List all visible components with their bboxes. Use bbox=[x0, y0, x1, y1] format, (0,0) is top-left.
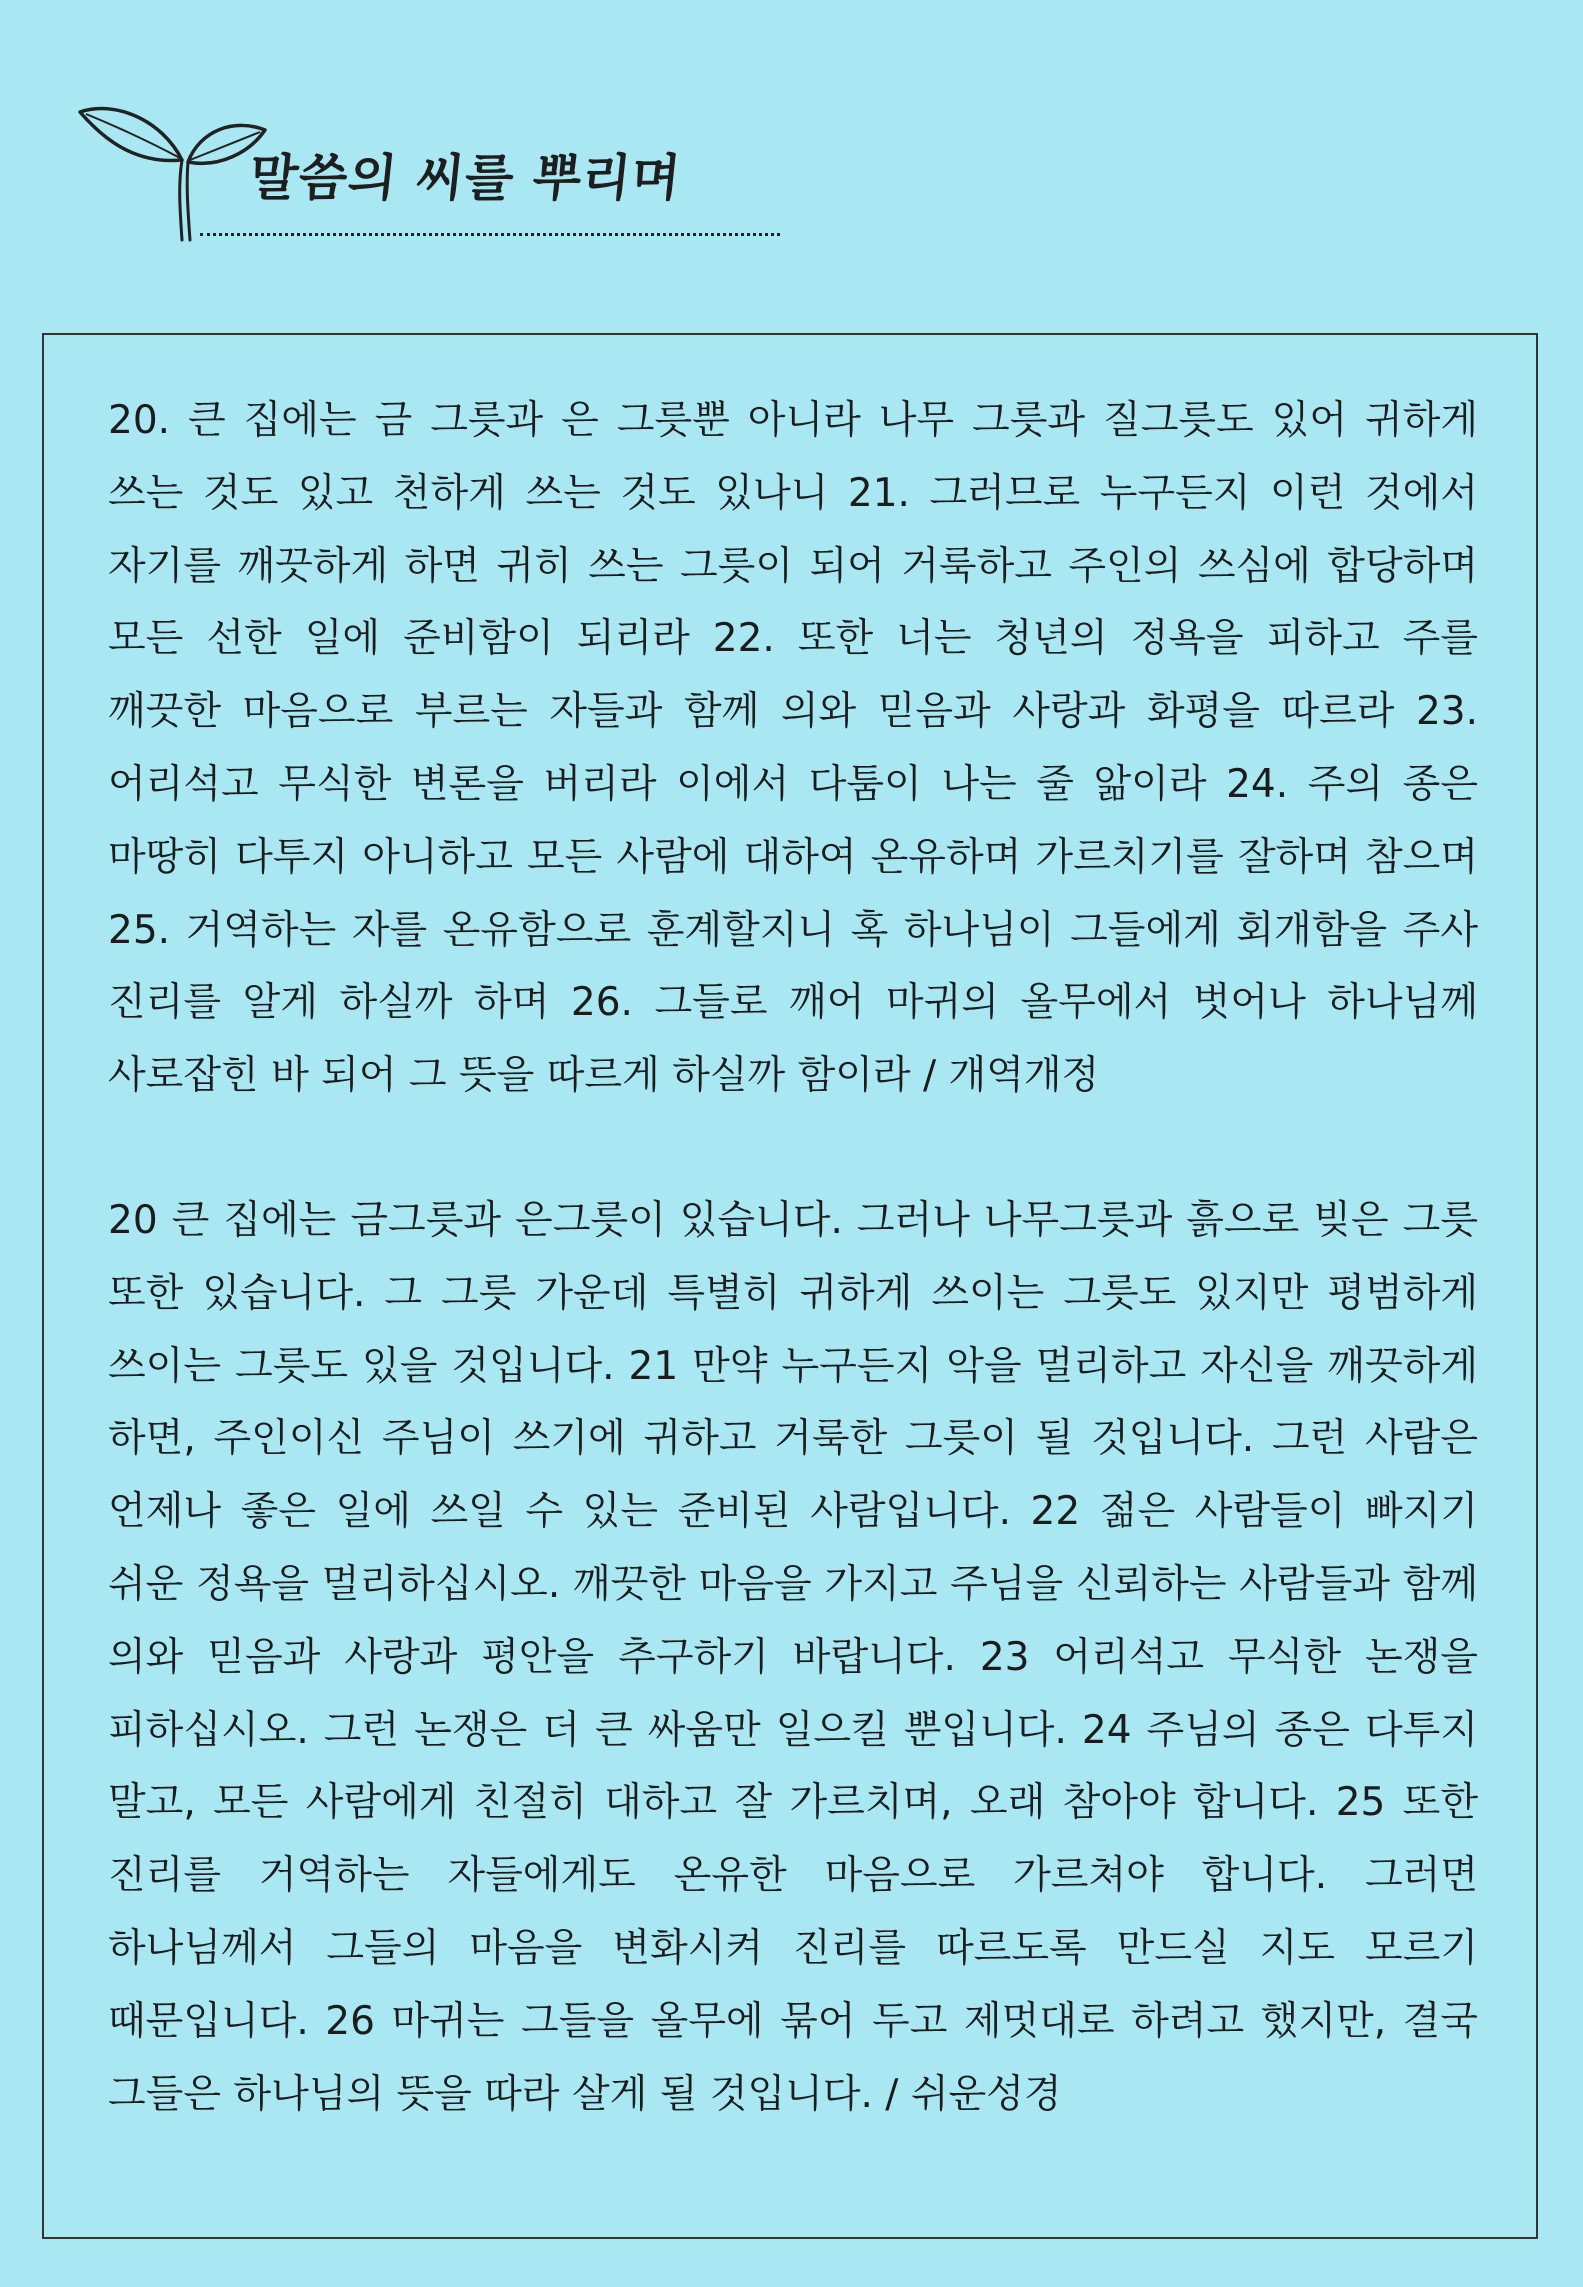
scripture-box bbox=[42, 333, 1538, 2239]
page-title: 말씀의 씨를 뿌리며 bbox=[246, 149, 684, 207]
sprout-icon bbox=[70, 90, 270, 250]
passage-revised-version: 20. 큰 집에는 금 그릇과 은 그릇뿐 아니라 나무 그릇과 질그릇도 있어 귀하게 쓰는 것도 있고 천하게 쓰는 것도 있나니 21. 그러므로 누구든지 이런 것에서 자기를 깨끗하게 하면 귀히 쓰는 그릇이 되어 거룩하고 주인의 쓰심에 합당하며 모든 선한 일에 준비함이 되리라 22. 또한 너는 청년의 정욕을 피하고 주를 깨끗한 마음으로 부르는 자들과 함께 의와 믿음과 사랑과 화평을 따르라 23. 어리석고 무식한 변론을 버리라 이에서 다툼이 나는 줄 앎이라 24. 주의 종은 마땅히 다투지 아니하고 모든 사람에 대하여 온유하며 가르치기를 잘하며 참으며 25. 거역하는 자를 온유함으로 훈계할지니 혹 하나님이 그들에게 회개함을 주사 진리를 알게 하실까 하며 26. 그들로 깨어 마귀의 올무에서 벗어나 하나님께 사로잡힌 바 되어 그 뜻을 따르게 하실까 함이라 / 개역개정 bbox=[108, 398, 1478, 1099]
passage-easy-bible: 20 큰 집에는 금그릇과 은그릇이 있습니다. 그러나 나무그릇과 흙으로 빚은 그릇 또한 있습니다. 그 그릇 가운데 특별히 귀하게 쓰이는 그릇도 있지만 평범하게 쓰이는 그릇도 있을 것입니다. 21 만약 누구든지 악을 멀리하고 자신을 깨끗하게 하면, 주인이신 주님이 쓰기에 귀하고 거룩한 그릇이 될 것입니다. 그런 사람은 언제나 좋은 일에 쓰일 수 있는 준비된 사람입니다. 22 젊은 사람들이 빠지기 쉬운 정욕을 멀리하십시오. 깨끗한 마음을 가지고 주님을 신뢰하는 사람들과 함께 의와 믿음과 사랑과 평안을 추구하기 바랍니다. 23 어리석고 무식한 논쟁을 피하십시오. 그런 논쟁은 더 큰 싸움만 일으킬 뿐입니다. 24 주님의 종은 다투지 말고, 모든 사람에게 친절히 대하고 잘 가르치며, 오래 참아야 합니다. 25 또한 진리를 거역하는 자들에게도 온유한 마음으로 가르쳐야 합니다. 그러면 하나님께서 그들의 마음을 변화시켜 진리를 따르도록 만드실 지도 모르기 때문입니다. 26 마귀는 그들을 올무에 묶어 두고 제멋대로 하려고 했지만, 결국 그들은 하나님의 뜻을 따라 살게 될 것입니다. / 쉬운성경 bbox=[108, 1198, 1478, 2117]
dotted-divider bbox=[200, 233, 780, 236]
header bbox=[70, 90, 730, 250]
